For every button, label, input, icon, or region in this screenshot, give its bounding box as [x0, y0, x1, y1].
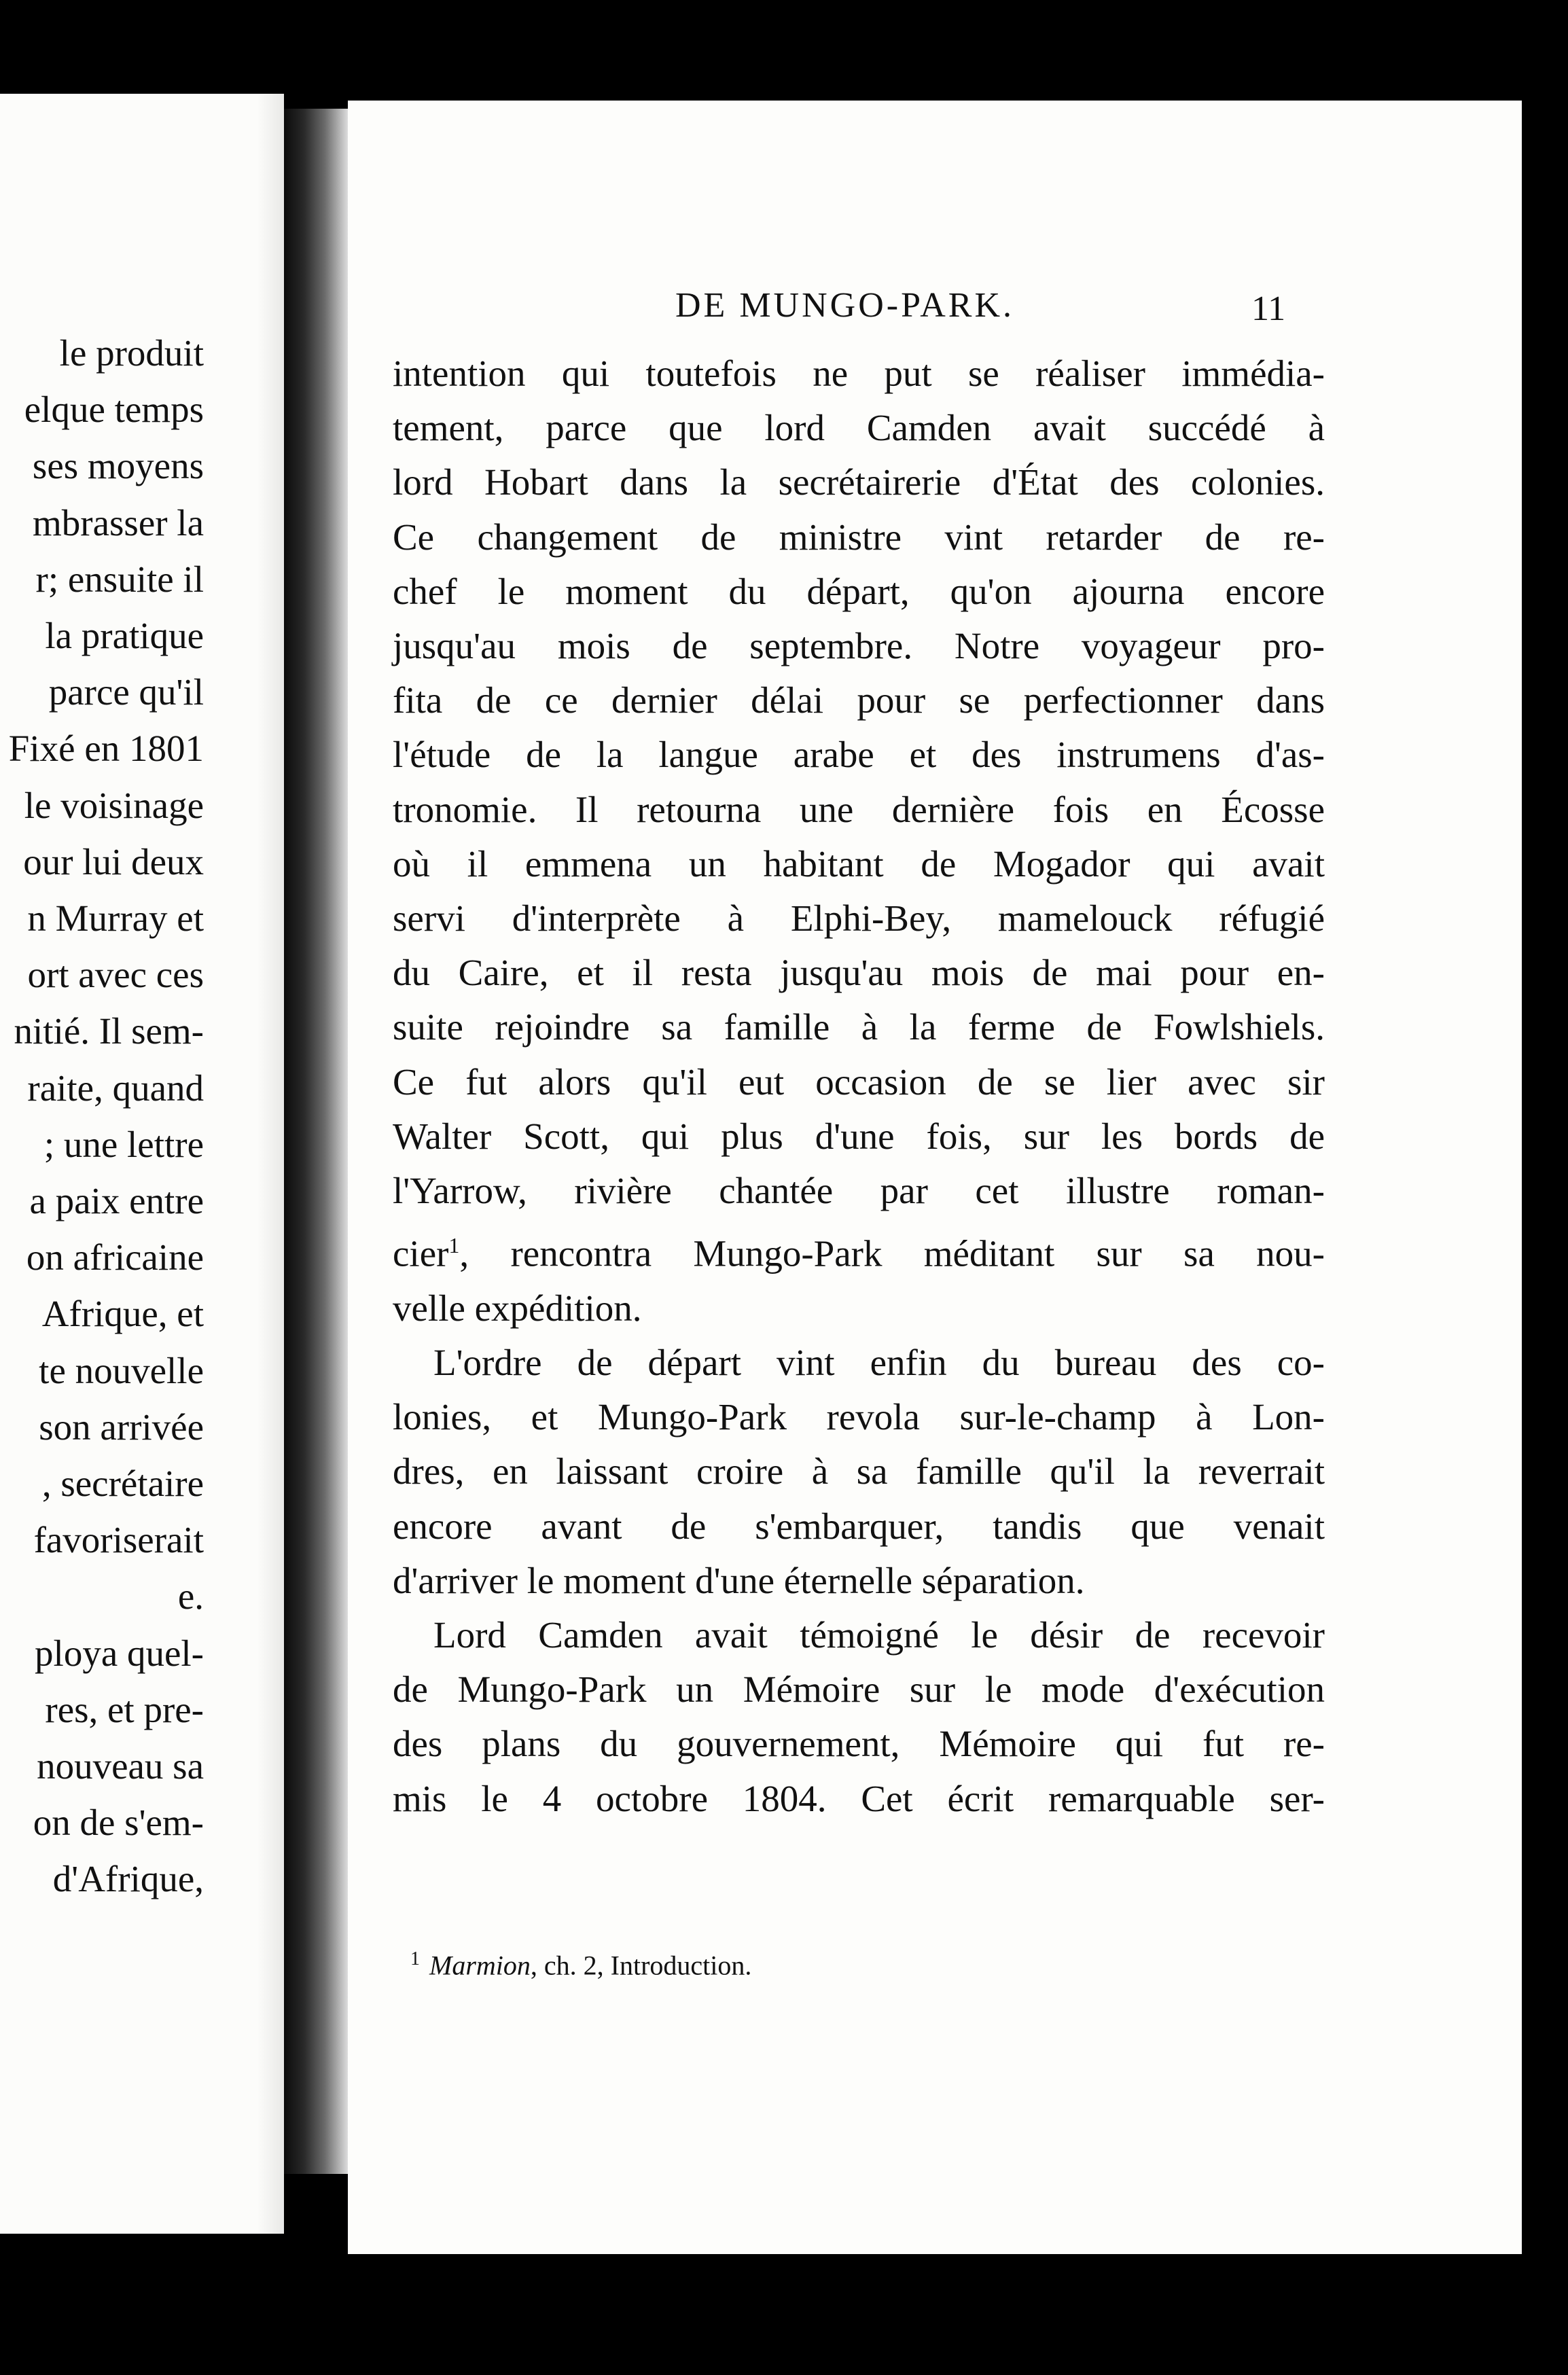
left-line: our lui deux — [23, 840, 204, 882]
text-line: tement, parce que lord Camden avait succédé à — [393, 407, 1325, 449]
left-line: le voisinage — [24, 784, 204, 826]
text-line: où il emmena un habitant de Mogador qui avait — [393, 842, 1325, 885]
text-line: tronomie. Il retourna une dernière fois en Écosse — [393, 788, 1325, 830]
running-head: DE MUNGO-PARK. — [675, 286, 1015, 325]
text-line: l'Yarrow, rivière chantée par cet illustre roman- — [393, 1170, 1325, 1212]
text-line: lonies, et Mungo-Park revola sur-le-champ à Lon- — [393, 1396, 1325, 1438]
footnote-text: , ch. 2, Introduction. — [530, 1950, 752, 1981]
text-line: du Caire, et il resta jusqu'au mois de mai pour en- — [393, 952, 1325, 994]
text-line: fita de ce dernier délai pour se perfectionner dans — [393, 679, 1325, 721]
text-line: de Mungo-Park un Mémoire sur le mode d'exécution — [393, 1668, 1325, 1711]
left-line: ses moyens — [32, 445, 204, 487]
left-line: son arrivée — [39, 1406, 204, 1448]
book-spine-gutter — [284, 109, 352, 2174]
left-line: n Murray et — [27, 897, 204, 940]
body-text — [393, 346, 1325, 1826]
left-line: , secrétaire — [41, 1463, 204, 1505]
left-line: e. — [177, 1575, 204, 1618]
left-line: nouveau sa — [37, 1745, 204, 1787]
text-line: d'arriver le moment d'une éternelle séparation. — [393, 1559, 1085, 1601]
left-line: parce qu'il — [48, 671, 204, 713]
text-segment: cier — [393, 1232, 449, 1274]
footnote-reference: 1 — [448, 1233, 460, 1258]
footnote — [410, 1948, 751, 1981]
right-page — [348, 101, 1522, 2254]
left-line: d'Afrique, — [52, 1858, 204, 1900]
text-line: des plans du gouvernement, Mémoire qui fut re- — [393, 1723, 1325, 1765]
text-line: lord Hobart dans la secrétairerie d'État des colonies. — [393, 461, 1325, 503]
text-line: intention qui toutefois ne put se réaliser immédia- — [393, 353, 1325, 394]
left-line: nitié. Il sem- — [14, 1010, 204, 1052]
text-line: chef le moment du départ, qu'on ajourna encore — [393, 570, 1325, 612]
footnote-title: Marmion — [429, 1950, 531, 1981]
left-line: te nouvelle — [39, 1349, 204, 1391]
page-number: 11 — [1251, 289, 1286, 328]
left-line: res, et pre- — [45, 1688, 204, 1730]
left-line: a paix entre — [29, 1180, 204, 1222]
left-line: elque temps — [24, 389, 204, 431]
left-line: le produit — [59, 332, 204, 374]
text-line: L'ordre de départ vint enfin du bureau des co- — [433, 1341, 1325, 1383]
text-line: dres, en laissant croire à sa famille qu'il la reverrait — [393, 1450, 1325, 1493]
text-line: l'étude de la langue arabe et des instrumens d'as- — [393, 734, 1325, 776]
text-line: Ce changement de ministre vint retarder de re- — [393, 516, 1325, 558]
text-line: jusqu'au mois de septembre. Notre voyageur pro- — [393, 625, 1325, 667]
left-line: la pratique — [45, 615, 204, 657]
text-line: encore avant de s'embarquer, tandis que venait — [393, 1505, 1325, 1547]
text-line: mis le 4 octobre 1804. Cet écrit remarquable ser- — [393, 1777, 1325, 1819]
text-line: servi d'interprète à Elphi-Bey, mamelouck réfugié — [393, 897, 1325, 940]
left-page — [0, 94, 284, 2234]
left-line: r; ensuite il — [35, 558, 204, 600]
left-page-text — [9, 325, 204, 1908]
left-line: Fixé en 1801 — [8, 728, 204, 770]
left-line: on de s'em- — [33, 1802, 204, 1844]
text-line: Lord Camden avait témoigné le désir de recevoir — [433, 1614, 1325, 1656]
text-line-with-note — [393, 1218, 1325, 1281]
left-line: ort avec ces — [27, 954, 204, 996]
left-line: ploya quel- — [35, 1632, 204, 1674]
left-line: raite, quand — [27, 1067, 204, 1109]
left-page-gutter-shadow — [257, 94, 284, 2234]
text-line: suite rejoindre sa famille à la ferme de Fowlshiels. — [393, 1006, 1325, 1048]
text-line: Ce fut alors qu'il eut occasion de se lier avec sir — [393, 1060, 1325, 1103]
text-segment: , rencontra Mungo-Park méditant sur sa nou- — [459, 1232, 1325, 1274]
text-line: Walter Scott, qui plus d'une fois, sur les bords de — [393, 1115, 1325, 1157]
left-line: favoriserait — [33, 1519, 204, 1561]
footnote-mark: 1 — [410, 1948, 420, 1969]
left-line: ; une lettre — [43, 1123, 204, 1165]
left-line: Afrique, et — [41, 1293, 204, 1335]
left-line: mbrasser la — [33, 501, 204, 543]
left-line: on africaine — [26, 1236, 204, 1279]
text-line: velle expédition. — [393, 1287, 642, 1329]
